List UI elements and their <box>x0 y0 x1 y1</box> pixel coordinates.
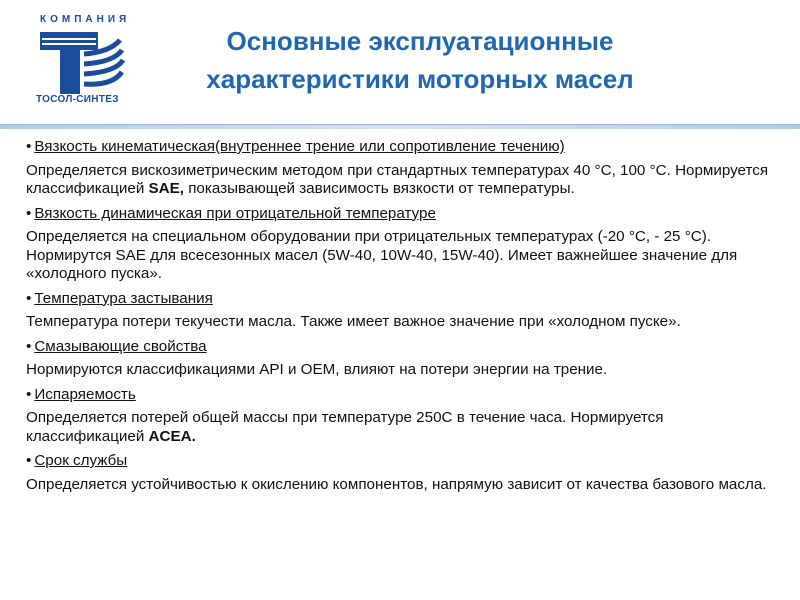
characteristics-list <box>26 138 774 500</box>
item-heading-text: Испаряемость <box>34 385 136 403</box>
bullet-icon: • <box>26 337 32 355</box>
bullet-icon: • <box>26 138 32 155</box>
list-item <box>26 452 774 494</box>
item-heading-text: Вязкость динамическая при отрицательной температуре <box>34 204 436 222</box>
bullet-icon: • <box>26 385 32 403</box>
description-text: Определяется потерей общей массы при температуре 250С в течение часа. Нормируется классификацией <box>26 409 664 445</box>
title-line-1: Основные эксплуатационные <box>226 26 614 56</box>
list-item <box>26 338 774 380</box>
list-item <box>26 290 774 332</box>
item-heading <box>26 205 774 224</box>
item-description <box>26 409 774 446</box>
description-bold-text: SAE, <box>148 180 184 197</box>
item-heading <box>26 290 774 309</box>
description-bold-text: ACEA. <box>148 427 196 445</box>
item-heading-text: Вязкость кинематическая(внутреннее трение или сопротивление течению) <box>34 138 565 155</box>
logo-bottom-text: ТОСОЛ-СИНТЕЗ <box>36 94 119 105</box>
bullet-icon: • <box>26 204 32 222</box>
item-heading <box>26 138 774 157</box>
description-text: Нормируются классификациями API и OEM, влияют на потери энергии на трение. <box>26 361 608 378</box>
list-item <box>26 386 774 447</box>
description-text: Температура потери текучести масла. Также имеет важное значение при «холодном пуске». <box>26 313 681 330</box>
title-line-2: характеристики моторных масел <box>206 64 634 94</box>
company-logo <box>30 14 135 110</box>
item-description <box>26 361 774 380</box>
slide-title <box>150 22 690 98</box>
item-description <box>26 228 774 284</box>
bullet-icon: • <box>26 289 32 307</box>
item-description <box>26 476 774 495</box>
item-description <box>26 313 774 332</box>
bullet-icon: • <box>26 452 32 469</box>
list-item <box>26 138 774 199</box>
title-divider <box>0 123 800 131</box>
item-heading <box>26 386 774 405</box>
item-heading-text: Смазывающие свойства <box>34 337 207 355</box>
item-heading-text: Температура застывания <box>34 289 213 307</box>
description-text: Определяется устойчивостью к окислению компонентов, напрямую зависит от качества базового масла. <box>26 475 767 493</box>
description-text-tail: показывающей зависимость вязкости от температуры. <box>183 180 575 197</box>
item-heading-text: Срок службы <box>34 452 128 469</box>
logo-top-text: КОМПАНИЯ <box>40 14 131 25</box>
description-text: Определяется вискозиметрическим методом при стандартных температурах 40 °С, 100 °С. Нормируется классификацией <box>26 161 769 197</box>
item-description <box>26 162 774 199</box>
description-text: Определяется на специальном оборудовании при отрицательных температурах (-20 °С, - 25 °С). Нормирутся SAE для всесезонных масел (5W-40, 10W-40, 15W-40). Имеет важнейшее значение для «холодного пуска». <box>26 228 738 282</box>
tosol-sintez-logo-icon <box>40 30 125 98</box>
list-item <box>26 205 774 284</box>
item-heading <box>26 452 774 471</box>
item-heading <box>26 338 774 357</box>
